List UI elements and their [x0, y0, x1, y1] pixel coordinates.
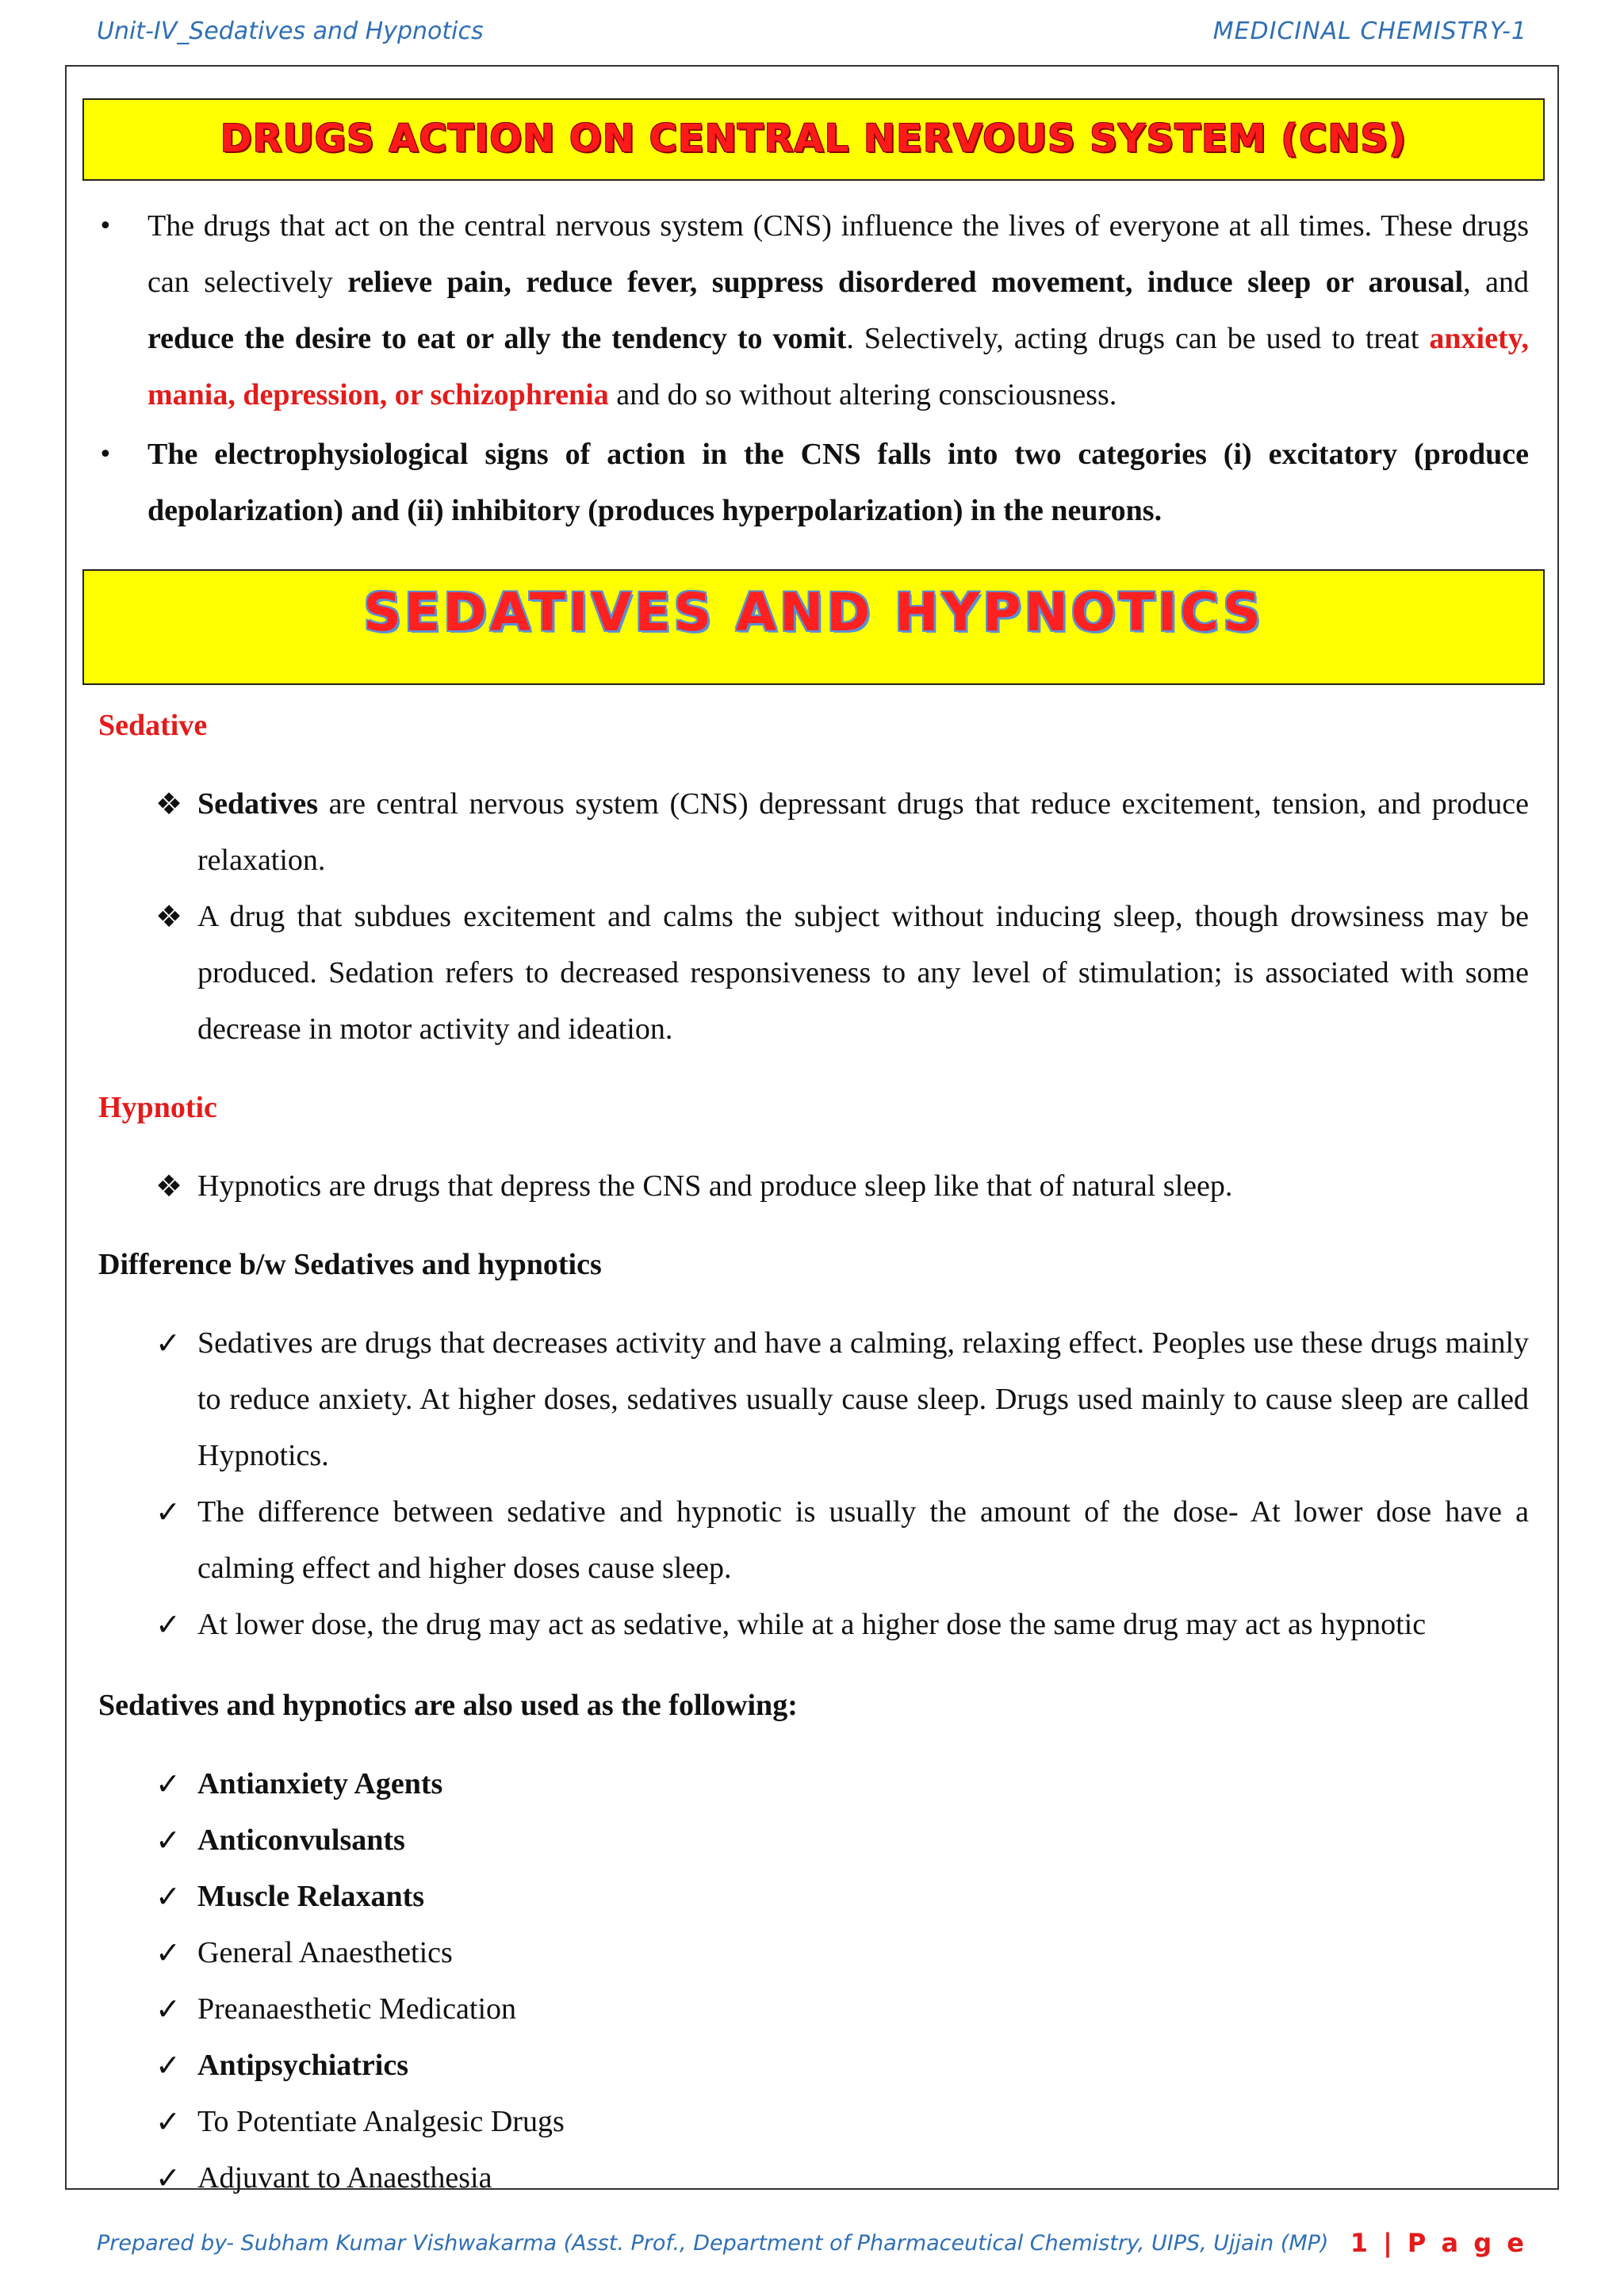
cns-b1-bold-1: relieve pain, reduce fever, suppress disordered movement, induce sleep or arousal [347, 266, 1464, 299]
uses-item-text: General Anaesthetics [197, 1936, 453, 1969]
uses-item-text: Antipsychiatrics [197, 2049, 408, 2082]
uses-item-text: Muscle Relaxants [197, 1880, 425, 1913]
uses-item [98, 2094, 1529, 2150]
cns-b1-text-3: . Selectively, acting drugs can be used to treat [846, 322, 1430, 355]
check-icon: ✓ [155, 1992, 181, 2026]
uses-item-text: Adjuvant to Anaesthesia [197, 2161, 492, 2195]
check-icon: ✓ [155, 1607, 181, 1642]
difference-item-3-text: At lower dose, the drug may act as sedative, while at a higher dose the same drug may act as hypnotic [197, 1608, 1427, 1641]
uses-item [98, 1981, 1529, 2038]
check-icon: ✓ [155, 1935, 181, 1970]
diamond-bullet-icon: ❖ [155, 1169, 183, 1203]
hypnotic-heading: Hypnotic [98, 1091, 217, 1124]
check-icon: ✓ [155, 2104, 181, 2139]
cns-bullet-2 [98, 427, 1529, 539]
difference-item [98, 1315, 1529, 1484]
diamond-bullet-icon: ❖ [155, 899, 183, 934]
difference-heading: Difference b/w Sedatives and hypnotics [98, 1248, 602, 1281]
difference-item-1-text: Sedatives are drugs that decreases activity and have a calming, relaxing effect. Peoples use these drugs mainly to reduce anxiety. At higher doses, sedatives usually cause sleep. Drugs used mainly to cause sleep are called Hypnotics. [197, 1326, 1529, 1472]
cns-b1-red: anxiety, mania, depression, or schizophrenia [147, 322, 1530, 411]
running-header [97, 17, 1527, 57]
cns-b2-text: The electrophysiological signs of action in the CNS falls into two categories (i) excitatory (produce depolarization) and (ii) inhibitory (produces hyperpolarization) in the neurons. [147, 438, 1529, 527]
uses-item [98, 2150, 1529, 2206]
uses-item [98, 1869, 1529, 1925]
cns-b1-text-2: , and [1463, 266, 1530, 299]
header-subject: MEDICINAL CHEMISTRY-1 [1212, 17, 1527, 45]
cns-bullet-list [98, 198, 1529, 539]
difference-section [98, 1237, 1529, 1653]
uses-item-text: Antianxiety Agents [197, 1767, 443, 1800]
cns-bullet-1 [98, 198, 1529, 423]
cns-b1-text-1: The drugs that act on the central nervous system (CNS) influence the lives of everyone at all times. These drugs can selectively [147, 209, 1529, 299]
page-footer [97, 2228, 1527, 2263]
difference-item-2-text: The difference between sedative and hypnotic is usually the amount of the dose- At lower dose have a calming effect and higher doses cause sleep. [197, 1495, 1529, 1585]
sedative-section [98, 698, 1529, 1058]
hypnotic-item-1 [98, 1158, 1529, 1215]
cns-b1-text-4: and do so without altering consciousness. [608, 378, 1117, 411]
sedative-heading: Sedative [98, 709, 208, 742]
check-icon: ✓ [155, 2160, 181, 2195]
footer-credit: Prepared by- Subham Kumar Vishwakarma (Asst. Prof., Department of Pharmaceutical Chemistry, UIPS, Ujjain (MP) [97, 2231, 1329, 2256]
uses-item [98, 1812, 1529, 1869]
sedative-item-2-text: A drug that subdues excitement and calms the subject without inducing sleep, though drowsiness may be produced. Sedation refers to decreased responsiveness to any level of stimulation; is associated with some decrease in motor activity and ideation. [197, 900, 1529, 1046]
sedative-item-1-text: are central nervous system (CNS) depressant drugs that reduce excitement, tension, and produce relaxation. [197, 787, 1529, 877]
diamond-bullet-icon: ❖ [155, 786, 183, 821]
hypnotic-item-1-text: Hypnotics are drugs that depress the CNS and produce sleep like that of natural sleep. [197, 1169, 1233, 1203]
bullet-icon: • [98, 441, 113, 469]
uses-item-text: Preanaesthetic Medication [197, 1992, 517, 2026]
header-unit-title: Unit-IV_Sedatives and Hypnotics [97, 17, 484, 45]
check-icon: ✓ [155, 2048, 181, 2083]
uses-item-text: Anticonvulsants [197, 1823, 405, 1857]
uses-item-text: To Potentiate Analgesic Drugs [197, 2105, 565, 2138]
difference-item [98, 1597, 1529, 1653]
cns-b1-bold-2: reduce the desire to eat or ally the tendency to vomit [147, 322, 847, 355]
uses-heading: Sedatives and hypnotics are also used as the following: [98, 1689, 798, 1722]
check-icon: ✓ [155, 1823, 181, 1858]
cns-banner-title: DRUGS ACTION ON CENTRAL NERVOUS SYSTEM (CNS) [82, 98, 1545, 181]
sedative-item-2 [98, 889, 1529, 1058]
sedative-item-1 [98, 776, 1529, 889]
check-icon: ✓ [155, 1326, 181, 1360]
difference-item [98, 1484, 1529, 1597]
bullet-icon: • [98, 212, 113, 240]
sedative-item-1-bold: Sedatives [197, 787, 318, 821]
page-number: 1 | P a g e [1350, 2228, 1527, 2258]
sedatives-hypnotics-banner-title: SEDATIVES AND HYPNOTICS [82, 569, 1545, 685]
check-icon: ✓ [155, 1879, 181, 1914]
uses-item [98, 1925, 1529, 1981]
hypnotic-section [98, 1080, 1529, 1215]
uses-item [98, 1756, 1529, 1812]
uses-item [98, 2038, 1529, 2094]
uses-section [98, 1678, 1529, 2206]
check-icon: ✓ [155, 1766, 181, 1801]
check-icon: ✓ [155, 1494, 181, 1529]
